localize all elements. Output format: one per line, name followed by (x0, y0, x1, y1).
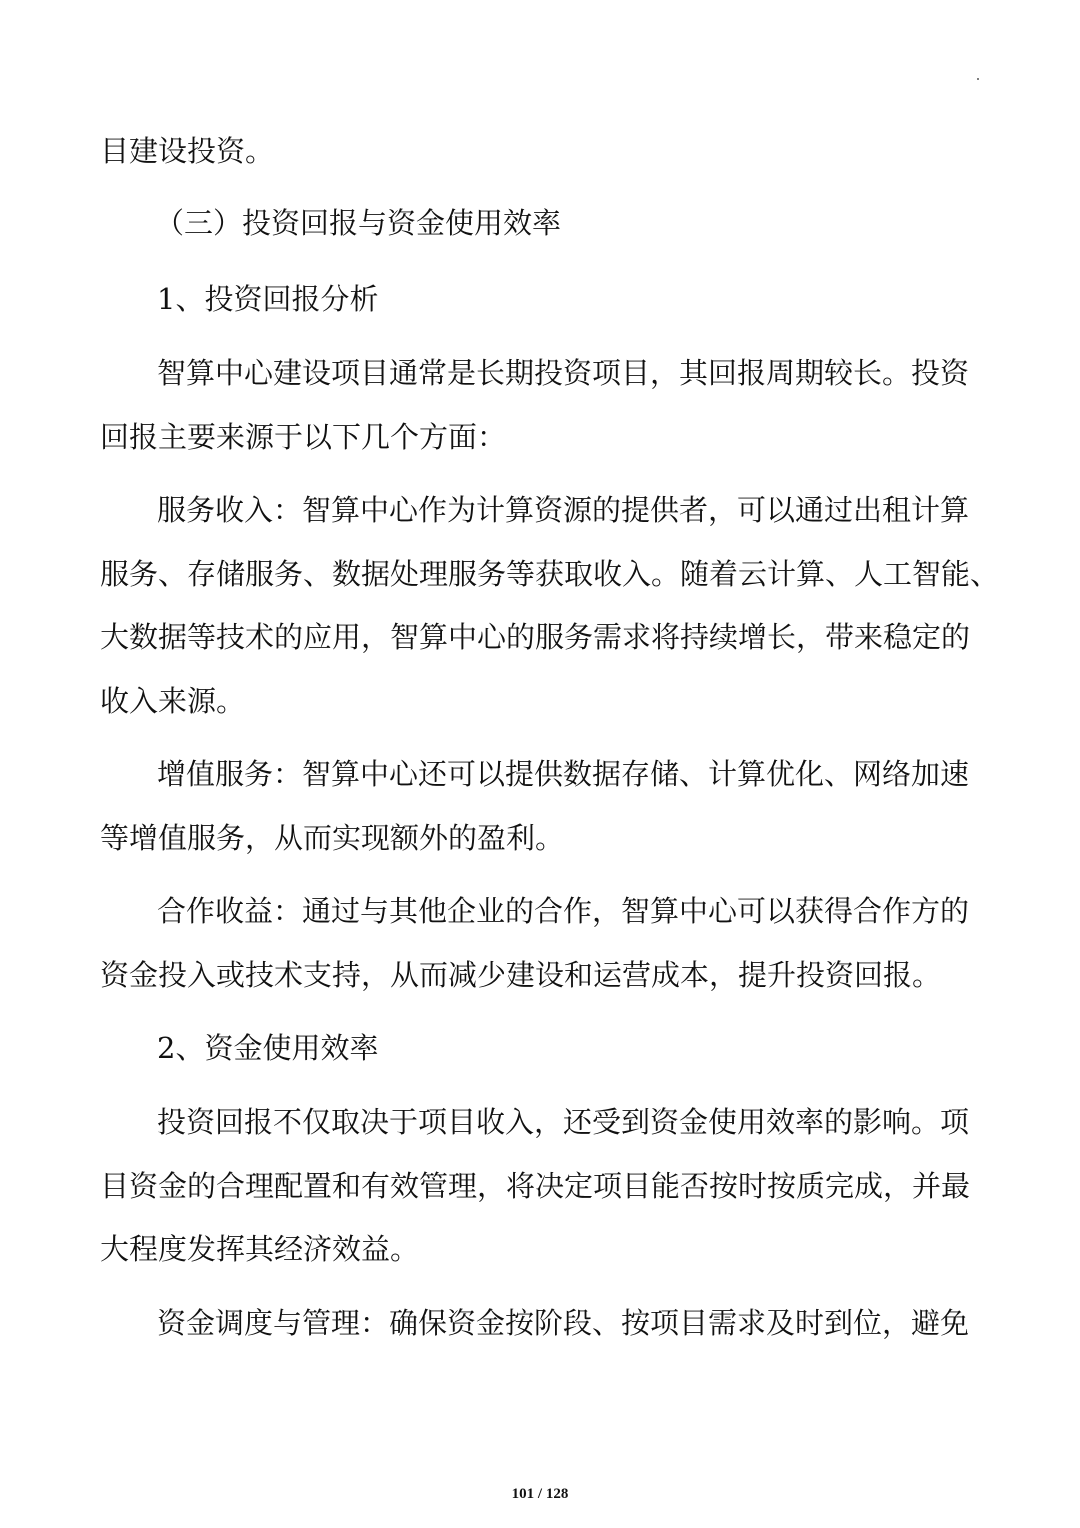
subsection-heading-investment-return: 1、投资回报分析 (157, 282, 379, 316)
paragraph-line: 增值服务：智算中心还可以提供数据存储、计算优化、网络加速 (157, 757, 970, 791)
paragraph-line: 服务、存储服务、数据处理服务等获取收入。随着云计算、人工智能、 (100, 557, 1000, 591)
page-number: 101 / 128 (511, 1486, 569, 1502)
paragraph-line: 等增值服务，从而实现额外的盈利。 (100, 821, 565, 855)
paragraph-line: 大数据等技术的应用，智算中心的服务需求将持续增长，带来稳定的 (100, 620, 971, 654)
corner-mark (977, 78, 979, 80)
paragraph-line: 大程度发挥其经济效益。 (100, 1232, 420, 1266)
section-heading: （三）投资回报与资金使用效率 (155, 206, 562, 240)
paragraph-line: 资金投入或技术支持，从而减少建设和运营成本，提升投资回报。 (100, 958, 942, 992)
text-line-continuation: 目建设投资。 (100, 134, 275, 168)
paragraph-line: 目资金的合理配置和有效管理，将决定项目能否按时按质完成，并最 (100, 1169, 971, 1203)
subsection-heading-fund-efficiency: 2、资金使用效率 (157, 1031, 379, 1065)
paragraph-line: 合作收益：通过与其他企业的合作，智算中心可以获得合作方的 (157, 894, 970, 928)
paragraph-line: 服务收入：智算中心作为计算资源的提供者，可以通过出租计算 (157, 493, 970, 527)
paragraph-line: 回报主要来源于以下几个方面： (100, 420, 507, 454)
paragraph-line: 智算中心建设项目通常是长期投资项目，其回报周期较长。投资 (157, 356, 970, 390)
paragraph-line: 资金调度与管理：确保资金按阶段、按项目需求及时到位，避免 (157, 1306, 970, 1340)
paragraph-line: 投资回报不仅取决于项目收入，还受到资金使用效率的影响。项 (157, 1105, 970, 1139)
paragraph-line: 收入来源。 (100, 684, 246, 718)
